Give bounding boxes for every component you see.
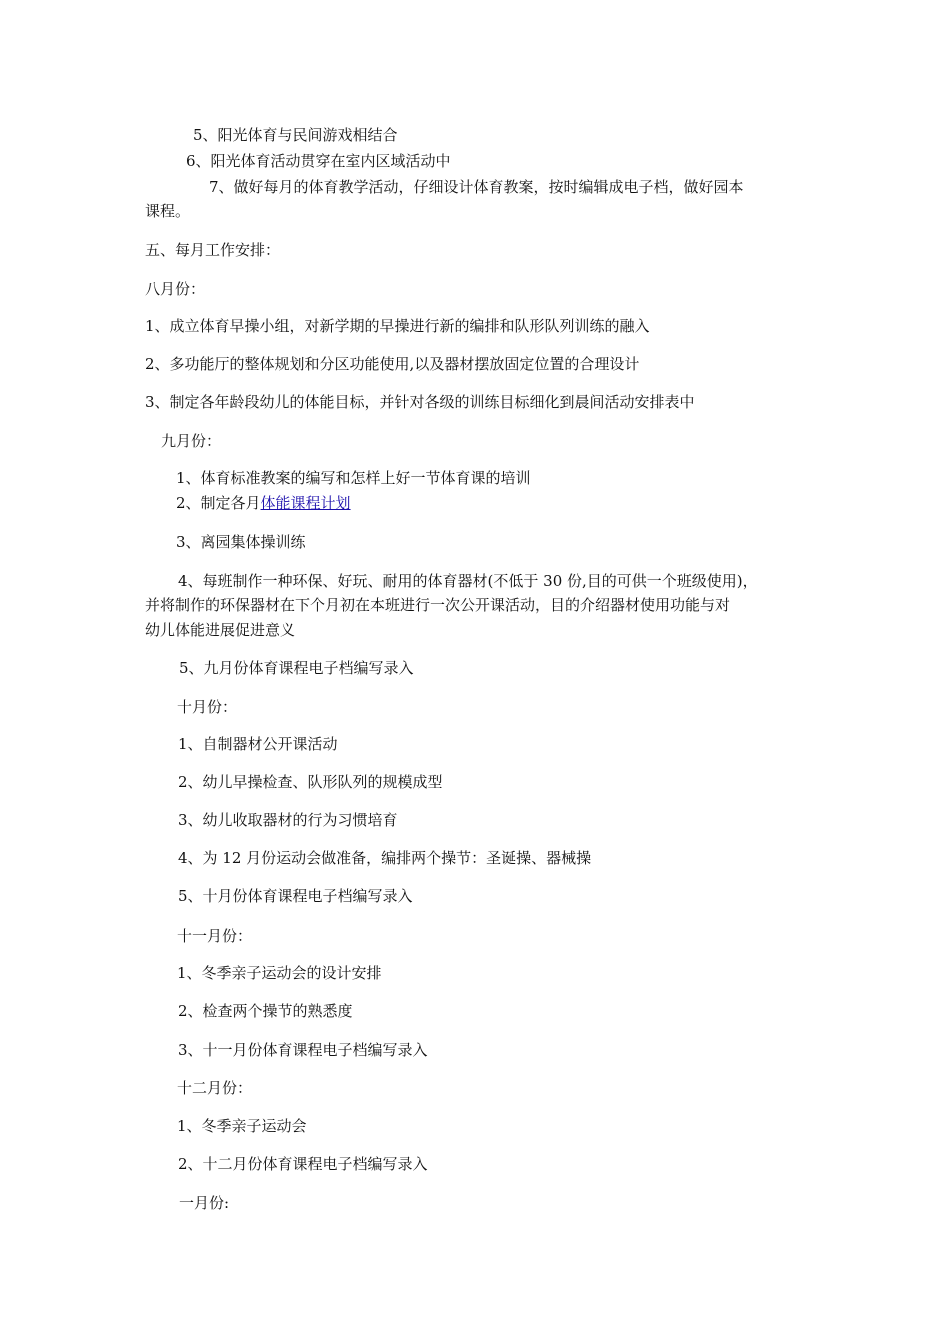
text-line: 并将制作的环保器材在下个月初在本班进行一次公开课活动，目的介绍器材使用功能与对 (145, 596, 731, 614)
text-line-prefix: 2、制定各月 (176, 494, 261, 512)
month-heading: 十一月份： (177, 927, 253, 945)
month-heading: 十月份： (177, 698, 238, 716)
text-line (176, 493, 351, 513)
course-plan-link[interactable]: 体能课程计划 (260, 494, 351, 512)
text-line: 课程。 (145, 202, 191, 220)
text-line: 1、冬季亲子运动会 (177, 1117, 307, 1135)
text-line: 6、阳光体育活动贯穿在室内区域活动中 (186, 152, 451, 170)
month-heading: 九月份： (161, 432, 222, 450)
text-line: 1、自制器材公开课活动 (178, 735, 338, 753)
text-line: 3、十一月份体育课程电子档编写录入 (178, 1041, 428, 1059)
text-line: 1、冬季亲子运动会的设计安排 (177, 964, 382, 982)
text-line: 2、十二月份体育课程电子档编写录入 (178, 1155, 428, 1173)
text-line: 3、幼儿收取器材的行为习惯培育 (178, 811, 398, 829)
text-line: 5、阳光体育与民间游戏相结合 (193, 126, 398, 144)
text-line: 5、九月份体育课程电子档编写录入 (179, 659, 414, 677)
month-heading: 十二月份： (177, 1079, 253, 1097)
text-line: 3、离园集体操训练 (176, 533, 306, 551)
text-line: 1、体育标准教案的编写和怎样上好一节体育课的培训 (176, 469, 531, 487)
text-line: 幼儿体能进展促进意义 (145, 621, 296, 639)
text-line: 1、成立体育早操小组，对新学期的早操进行新的编排和队形队列训练的融入 (145, 317, 650, 335)
text-line: 2、幼儿早操检查、队形队列的规模成型 (178, 773, 443, 791)
month-heading: 八月份： (145, 280, 206, 298)
text-line: 4、每班制作一种环保、好玩、耐用的体育器材(不低于 30 份,目的可供一个班级使用)， (178, 572, 758, 590)
month-heading: 一月份: (179, 1194, 230, 1212)
text-line: 7、做好每月的体育教学活动，仔细设计体育教案，按时编辑成电子档，做好园本 (209, 178, 744, 196)
text-line: 5、十月份体育课程电子档编写录入 (178, 887, 413, 905)
text-line: 2、检查两个操节的熟悉度 (178, 1002, 353, 1020)
text-line: 2、多功能厅的整体规划和分区功能使用,以及器材摆放固定位置的合理设计 (145, 355, 640, 373)
text-line: 4、为 12 月份运动会做准备，编排两个操节：圣诞操、器械操 (178, 849, 592, 867)
text-line: 3、制定各年龄段幼儿的体能目标，并针对各级的训练目标细化到晨间活动安排表中 (145, 393, 695, 411)
section-heading: 五、每月工作安排： (145, 241, 281, 259)
